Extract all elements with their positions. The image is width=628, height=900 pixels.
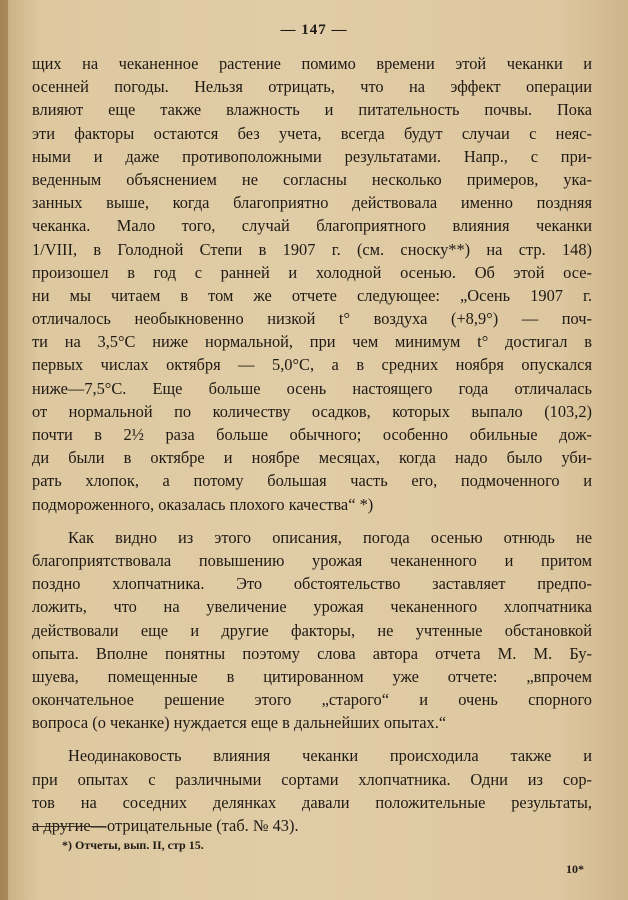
text-line: ди были в октябре и ноябре месяцах, когда надо было уби- [32,448,592,468]
text-line: чеканка. Мало того, случай благоприятного влияния чеканки [32,216,592,236]
text-line: ниже—7,5°C. Еще больше осень настоящего года отличалась [32,378,592,398]
text-line: вопроса (о чеканке) нуждается еще в дальнейших опытах.“ [32,713,447,733]
text-line: занных выше, когда благоприятно действовала именно поздняя [32,193,592,213]
page-number: — 147 — [280,22,348,38]
paragraph-gap [32,516,592,526]
page-spine-shadow [0,0,8,900]
text-line: ни мы читаем в том же отчете следующее: „Осень 1907 г. [32,285,592,305]
footnote-divider [32,826,106,827]
text-line: рать хлопок, а потому большая часть его, подмоченного и [32,471,592,491]
text-line: Неодинаковость влияния чеканки происходила также и [68,746,592,766]
text-line: отличалось необыкновенно низкой t° воздуха (+8,9°) — поч- [32,309,592,329]
text-line: ти на 3,5°C ниже нормальной, при чем минимум t° достигал в [32,332,592,352]
printer-signature-mark: 10* [566,862,584,876]
text-line: веденным объяснением не согласны несколько примеров, ука- [32,169,592,189]
text-line: первых числах октября — 5,0°C, а в средних ноября опускался [32,355,592,375]
text-line: тов на соседних делянках давали положительные результаты, [32,792,592,812]
text-line: действовали еще и другие факторы, не учтенные обстановкой [32,620,592,640]
text-line: благоприятствовала повышению урожая чеканенного и притом [32,550,592,570]
text-line: влияют еще также влажность и питательность почвы. Пока [32,100,592,120]
paragraph-gap [32,734,592,744]
text-line: при опытах с различными сортами хлопчатника. Одни из сор- [32,769,592,789]
text-line: шуева, помещенные в цитированном уже отчете: „впрочем [32,666,592,686]
paragraph-2 [32,526,592,735]
text-line: ложить, что на увеличение урожая чеканенного хлопчатника [32,597,592,617]
paragraph-3 [32,744,592,837]
text-line: произошел в год с ранней и холодной осенью. Об этой осе- [32,262,592,282]
text-line: от нормальной по количеству осадков, которых выпало (103,2) [32,401,592,421]
text-line: 1/VIII, в Голодной Степи в 1907 г. (см. сноску**) на стр. 148) [32,239,592,259]
footnote: *) Отчеты, вып. II, стр 15. [62,838,204,852]
text-line: а другие—отрицательные (таб. № 43). [32,816,299,835]
text-line: Как видно из этого описания, погода осенью отнюдь не [68,527,592,547]
text-line: поздно хлопчатника. Это обстоятельство заставляет предпо- [32,574,592,594]
text-line: щих на чеканенное растение помимо времени этой чеканки и [32,54,592,73]
paragraph-1 [32,52,592,516]
body-text [32,52,592,837]
text-line: осенней погоды. Нельзя отрицать, что на эффект операции [32,77,592,97]
text-line: окончательное решение этого „старого“ и очень спорного [32,690,592,710]
text-line: подмороженного, оказалась плохого качества“ *) [32,494,374,514]
text-line: ными и даже противоположными результатами. Напр., с при- [32,146,592,166]
text-line: эти факторы остаются без учета, всегда будут случаи с неяс- [32,123,592,143]
text-line: почти в 2½ раза больше обычного; особенно обильные дож- [32,425,592,444]
text-line: опыта. Вполне понятны поэтому слова автора отчета М. М. Бу- [32,643,592,663]
